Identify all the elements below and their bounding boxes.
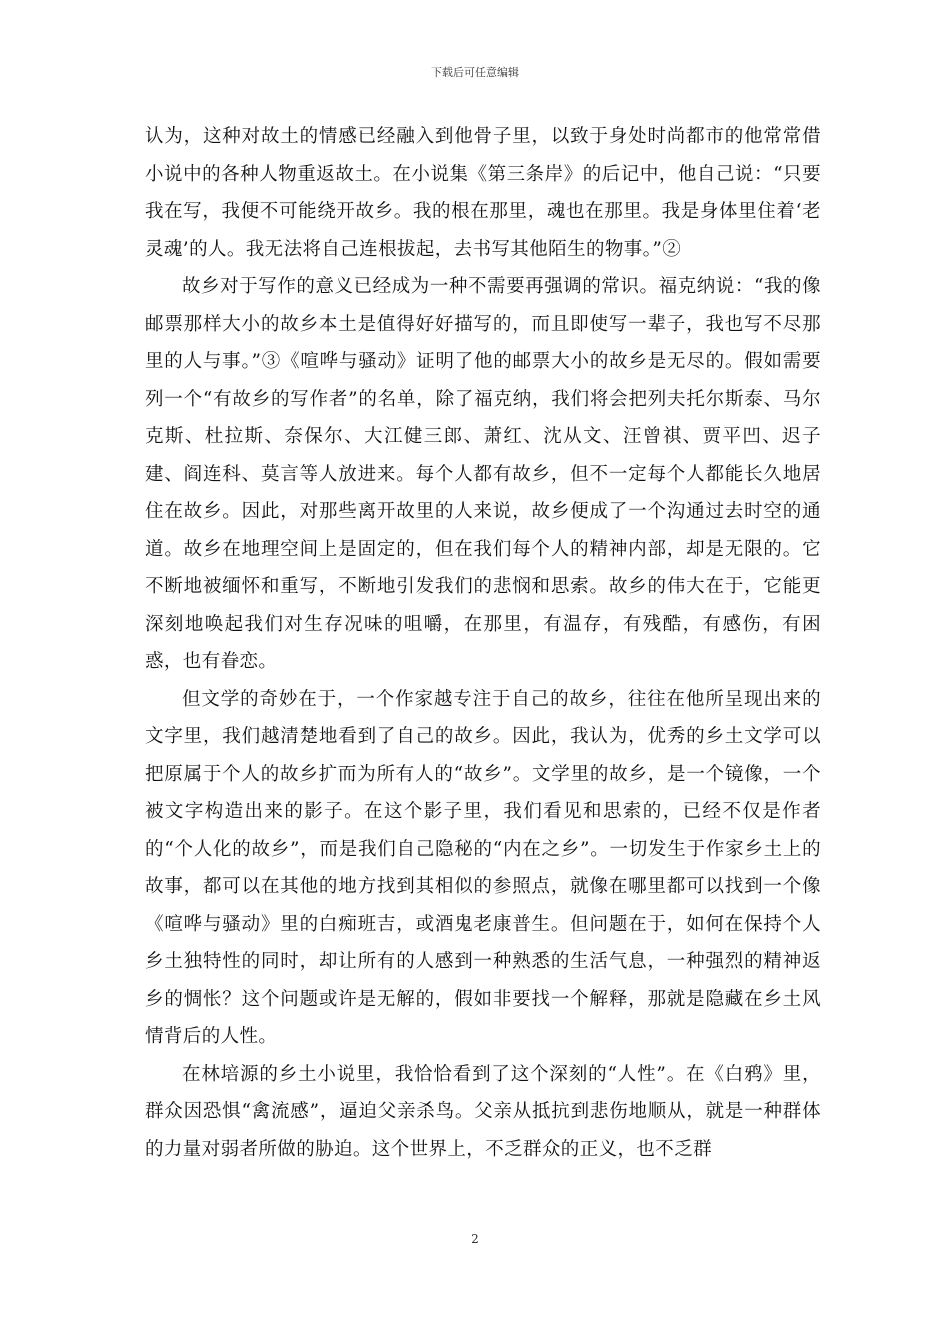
- paragraph: 在林培源的乡土小说里，我恰恰看到了这个深刻的“人性”。在《白鸦》里，群众因恐惧“禽流感”，逼迫父亲杀鸟。父亲从抵抗到悲伤地顺从，就是一种群体的力量对弱者所做的胁迫。这个世界上，不乏群众的正义，也不乏群: [145, 1063, 821, 1160]
- document-body: [145, 118, 821, 1168]
- page-header: 下载后可任意编辑: [431, 66, 519, 79]
- page-number: 2: [471, 1232, 479, 1246]
- paragraph: 认为，这种对故土的情感已经融入到他骨子里，以致于身处时尚都市的他常常借小说中的各种人物重返故土。在小说集《第三条岸》的后记中，他自己说：“只要我在写，我便不可能绕开故乡。我的根在那里，魂也在那里。我是身体里住着‘老灵魂’的人。我无法将自己连根拔起，去书写其他陌生的物事。”②: [145, 126, 821, 260]
- paragraph: 但文学的奇妙在于，一个作家越专注于自己的故乡，往往在他所呈现出来的文字里，我们越清楚地看到了自己的故乡。因此，我认为，优秀的乡土文学可以把原属于个人的故乡扩而为所有人的“故乡”。文学里的故乡，是一个镜像，一个被文字构造出来的影子。在这个影子里，我们看见和思索的，已经不仅是作者的“个人化的故乡”，而是我们自己隐秘的“内在之乡”。一切发生于作家乡土上的故事，都可以在其他的地方找到其相似的参照点，就像在哪里都可以找到一个像《喧哗与骚动》里的白痴班吉，或酒鬼老康普生。但问题在于，如何在保持个人乡土独特性的同时，却让所有的人感到一种熟悉的生活气息，一种强烈的精神返乡的惆怅？这个问题或许是无解的，假如非要找一个解释，那就是隐藏在乡土风情背后的人性。: [145, 688, 821, 1047]
- paragraph: 故乡对于写作的意义已经成为一种不需要再强调的常识。福克纳说：“我的像邮票那样大小的故乡本土是值得好好描写的，而且即使写一辈子，我也写不尽那里的人与事。”③《喧哗与骚动》证明了他的邮票大小的故乡是无尽的。假如需要列一个“有故乡的写作者”的名单，除了福克纳，我们将会把列夫托尔斯泰、马尔克斯、杜拉斯、奈保尔、大江健三郎、萧红、沈从文、汪曾祺、贾平凹、迟子建、阎连科、莫言等人放进来。每个人都有故乡，但不一定每个人都能长久地居住在故乡。因此，对那些离开故里的人来说，故乡便成了一个沟通过去时空的通道。故乡在地理空间上是固定的，但在我们每个人的精神内部，却是无限的。它不断地被缅怀和重写，不断地引发我们的悲悯和思索。故乡的伟大在于，它能更深刻地唤起我们对生存况味的咀嚼，在那里，有温存，有残酷，有感伤，有困惑，也有眷恋。: [145, 276, 821, 672]
